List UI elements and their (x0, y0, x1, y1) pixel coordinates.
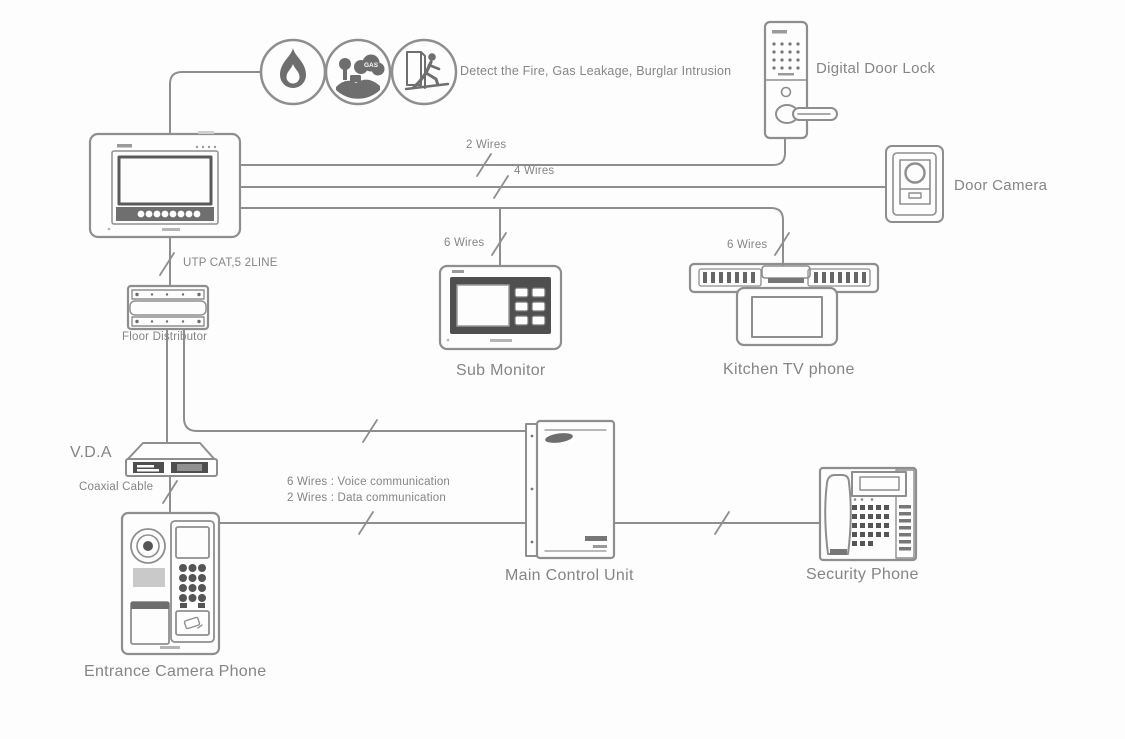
label-data-communication: 2 Wires : Data communication (287, 492, 446, 504)
door-camera-lens (906, 164, 925, 183)
label-voice-communication: 6 Wires : Voice communication (287, 476, 451, 488)
entrance-display (176, 527, 209, 558)
gas-icon-text: GAS (363, 62, 379, 69)
wire-2w-to-door-lock (240, 138, 785, 165)
label-4-wires: 4 Wires (514, 165, 555, 177)
wall-pad-screen (119, 157, 211, 204)
entrance-camera-phone-device (122, 513, 219, 654)
security-phone-side-buttons (899, 505, 911, 551)
sub-monitor-screen (457, 285, 509, 326)
door-lock-keyhole (782, 88, 791, 97)
sub-monitor-device (440, 266, 561, 349)
security-phone-device (820, 468, 916, 560)
label-utp-cat5: UTP CAT,5 2LINE (183, 257, 278, 269)
label-kitchen-tv-phone: Kitchen TV phone (723, 361, 855, 378)
card-icon (184, 617, 200, 629)
door-lock-keypad (772, 42, 799, 69)
security-phone-keypad (852, 505, 889, 546)
wall-pad-device (90, 131, 240, 237)
security-phone-handset (825, 475, 851, 554)
label-6-wires-kitchen: 6 Wires (727, 239, 768, 251)
label-main-control-unit: Main Control Unit (505, 567, 634, 584)
entrance-card-reader (176, 611, 209, 635)
entrance-speaker (133, 568, 165, 587)
wire-to-kitchen-tv (240, 208, 783, 265)
door-lock-handle (776, 105, 837, 123)
wire-slash-marks (160, 154, 789, 534)
label-floor-distributor: Floor Distributor (122, 331, 208, 343)
label-coaxial-cable: Coaxial Cable (79, 481, 154, 493)
sensors-caption: Detect the Fire, Gas Leakage, Burglar Intrusion (460, 64, 732, 78)
main-control-unit-device (526, 421, 614, 558)
label-entrance-camera-phone: Entrance Camera Phone (84, 663, 267, 680)
label-sub-monitor: Sub Monitor (456, 362, 546, 379)
label-door-camera: Door Camera (954, 177, 1048, 194)
label-security-phone: Security Phone (806, 566, 919, 583)
digital-door-lock-device (765, 22, 837, 138)
entrance-keypad (179, 564, 206, 608)
label-6-wires-sub: 6 Wires (444, 237, 485, 249)
label-vda: V.D.A (70, 444, 112, 461)
label-digital-door-lock: Digital Door Lock (816, 60, 936, 77)
kitchen-tv-phone-device (690, 264, 878, 345)
door-camera-call-button (909, 193, 921, 198)
sensor-icons (261, 40, 456, 104)
door-camera-device (886, 146, 943, 222)
label-2-wires: 2 Wires (466, 139, 507, 151)
vda-device (126, 443, 217, 476)
floor-distributor-device (128, 286, 208, 329)
